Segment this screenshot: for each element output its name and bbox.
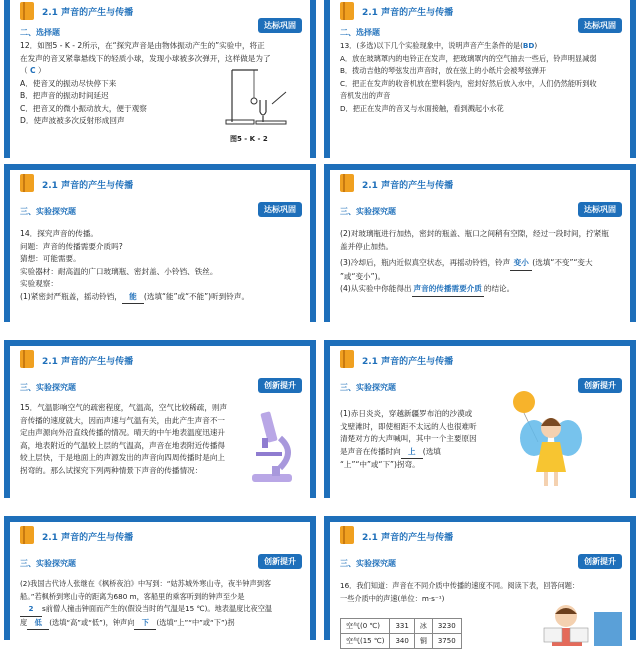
answer-blank: 变小 xyxy=(510,257,532,271)
fill-text: 拐弯。 xyxy=(396,460,420,469)
book-icon xyxy=(340,526,354,544)
question-line: 13．(多选)以下几个实验现象中，说明声音产生条件的是(BD) xyxy=(340,41,538,50)
question-text: 13．(多选)以下几个实验现象中，说明声音产生条件的是 xyxy=(340,41,521,50)
table-cell: 冰 xyxy=(414,619,432,634)
level-badge: 创新提升 xyxy=(578,554,622,569)
answer-blank: 下 xyxy=(134,617,156,631)
chapter-title: 2.1 声音的产生与传播 xyxy=(362,8,454,18)
level-badge: 达标巩固 xyxy=(258,202,302,217)
question-body xyxy=(340,408,530,472)
table-row xyxy=(341,634,462,649)
option-c-cont: 音机发出的声音 xyxy=(340,91,391,100)
table-cell: 3230 xyxy=(432,619,461,634)
fill-text: s前僧人撞击钟面而产生的(假设当时的气温是15 ℃)。地表温度比夜空温 xyxy=(42,604,273,613)
reading-boy-icon xyxy=(530,602,626,646)
book-icon xyxy=(340,350,354,368)
question-body xyxy=(340,228,620,297)
question-line: 清楚对方的大声喊叫，其中一个主要原因 xyxy=(340,434,477,443)
question-line: 戈壁滩时，即使相距不太远的人也很难听 xyxy=(340,421,477,431)
level-badge: 达标巩固 xyxy=(578,202,622,217)
slide-q14-cont[interactable] xyxy=(324,164,636,322)
question-body xyxy=(20,228,300,304)
fill-line xyxy=(340,257,620,271)
answer-blank: 低 xyxy=(27,617,49,631)
question-line: 拐弯的。那么试探究下列两种情景下声音的传播情况： xyxy=(20,465,203,475)
book-icon xyxy=(20,526,34,544)
slide-content xyxy=(10,346,310,498)
book-icon xyxy=(20,350,34,368)
table-row xyxy=(341,619,462,634)
book-icon xyxy=(20,2,34,20)
level-badge: 达标巩固 xyxy=(578,18,622,33)
option-c: C．把音叉的微小振动放大，便于观察 xyxy=(20,103,147,113)
question-line: 实验器材：耐高温的广口玻璃瓶、密封盖、小铃铛、铁丝。 xyxy=(20,266,218,276)
level-badge: 创新提升 xyxy=(258,378,302,393)
slide-q14[interactable] xyxy=(4,164,316,322)
section-title: 三、实验探究题 xyxy=(340,383,396,392)
book-icon xyxy=(20,174,34,192)
fill-line xyxy=(20,617,300,631)
fill-line xyxy=(340,283,620,297)
slide-content xyxy=(10,0,310,158)
fill-text: “上”“中”或“下”) xyxy=(340,460,397,469)
fill-text: (选填“能”或“不能”)听到铃声。 xyxy=(143,291,250,301)
fill-line xyxy=(340,459,530,472)
fill-text: (选填“高”或“低”)，钟声向 xyxy=(49,617,135,627)
question-line: 音传播的速度就大，因而声速与气温有关，由此产生声音不一 xyxy=(20,415,226,425)
answer-blank: 2 xyxy=(20,603,42,617)
answer-blank: 声音的传播需要介质 xyxy=(412,283,484,297)
table-cell: 340 xyxy=(390,634,414,649)
question-line: 盖并停止加热。 xyxy=(340,241,394,251)
slide-content xyxy=(330,0,630,158)
answer-blank: 上 xyxy=(401,446,423,460)
question-line: (1)赤日炎炎，穿越新疆罗布泊的沙漠或 xyxy=(340,409,473,418)
answer: C xyxy=(30,66,36,75)
section-title: 二、选择题 xyxy=(340,28,380,37)
sound-speed-table xyxy=(340,618,462,649)
question-line: 较上层快，于是地面上的声源发出的声音向四周传播时是向上 xyxy=(20,453,226,462)
slide-content xyxy=(330,346,630,498)
option-c: C．把正在发声的收音机放在塑料袋内，密封好然后放入水中，人们仍然能听到收 xyxy=(340,78,597,88)
slide-content xyxy=(10,522,310,640)
section-title: 二、选择题 xyxy=(20,28,60,37)
fill-text: (1)紧密封严瓶盖，摇动铃铛， xyxy=(20,291,122,301)
question-line: 12．如图5 - K - 2所示，在“探究声音是由物体振动产生的”实验中，将正 xyxy=(20,41,265,50)
microscope-icon xyxy=(242,408,302,486)
section-title: 三、实验探究题 xyxy=(20,383,76,392)
level-badge: 达标巩固 xyxy=(258,18,302,33)
chapter-title: 2.1 声音的产生与传播 xyxy=(42,533,134,543)
question-line: 在发声的音叉紧靠悬线下的轻质小球，发现小球被多次弹开，这样做是为了 xyxy=(20,53,271,63)
fill-line: ”或“变小”)。 xyxy=(340,271,386,281)
slide-q12[interactable] xyxy=(4,0,316,158)
fill-line xyxy=(20,291,300,305)
fill-text: (选填“不变”“变大 xyxy=(532,258,593,267)
question-line: (2)对玻璃瓶进行加热，密封的瓶盖、瓶口之间稍有空隙，经过一段时间，拧紧瓶 xyxy=(340,229,609,238)
question-line: 问题：声音的传播需要介质吗? xyxy=(20,241,123,251)
section-title: 三、实验探究题 xyxy=(20,207,76,216)
chapter-title: 2.1 声音的产生与传播 xyxy=(362,357,454,367)
level-badge: 创新提升 xyxy=(578,378,622,393)
table-cell: 空气(0 ℃) xyxy=(341,619,390,634)
figure-caption: 图5 - K - 2 xyxy=(230,135,268,143)
option-b: B．把声音的振动时间延迟 xyxy=(20,91,109,100)
fill-text: 是声音在传播时向 xyxy=(340,446,401,456)
fill-text: 的结论。 xyxy=(483,284,515,293)
slide-content xyxy=(10,170,310,322)
answer-blank: 能 xyxy=(122,291,144,305)
question-line: 船。”若枫桥到寒山寺的距离为680 m，客船里的乘客听到的钟声至少是 xyxy=(20,591,245,601)
slide-q15-2[interactable] xyxy=(4,516,316,640)
fill-text: (选填“上”“中”或“下”)拐 xyxy=(156,617,235,627)
option-b: B．拨动吉他的琴弦发出声音时，放在弦上的小纸片会被琴弦弹开 xyxy=(340,66,547,75)
question-line: 一些介质中的声速(单位：m·s⁻¹) xyxy=(340,593,445,603)
book-icon xyxy=(340,2,354,20)
tuning-fork-figure xyxy=(224,64,294,126)
book-icon xyxy=(340,174,354,192)
chapter-title: 2.1 声音的产生与传播 xyxy=(362,181,454,191)
question-line: 16．我们知道：声音在不同介质中传播的速度不同。阅读下表，回答问题： xyxy=(340,581,580,590)
question-line: 猜想：可能需要。 xyxy=(20,254,81,263)
question-line: (2)我国古代诗人张继在《枫桥夜泊》中写到：“姑苏城外寒山寺，夜半钟声到客 xyxy=(20,579,272,588)
question-line: 定由声源向外沿直线传播的情况。晴天的中午地表温度迅速升 xyxy=(20,428,226,437)
slide-q15-1[interactable] xyxy=(324,340,636,498)
fill-text: (3)冷却后，瓶内近似真空状态，再摇动铃铛，铃声 xyxy=(340,258,511,267)
option-d: D．使声波被多次反射形成回声 xyxy=(20,116,125,125)
question-line: 15．气温影响空气的疏密程度，气温高，空气比较稀疏，则声 xyxy=(20,403,228,412)
question-line: 实验观察： xyxy=(20,279,58,288)
option-d: D．把正在发声的音叉与水面接触，看到溅起小水花 xyxy=(340,103,504,113)
section-title: 三、实验探究题 xyxy=(340,559,396,568)
section-title: 三、实验探究题 xyxy=(340,207,396,216)
table-cell: 3750 xyxy=(432,634,461,649)
section-title: 三、实验探究题 xyxy=(20,559,76,568)
slide-q16[interactable] xyxy=(324,516,636,645)
chapter-title: 2.1 声音的产生与传播 xyxy=(42,181,134,191)
fill-text: 度 xyxy=(20,617,28,627)
slide-content xyxy=(330,170,630,322)
answer: BD xyxy=(522,41,535,50)
level-badge: 创新提升 xyxy=(258,554,302,569)
option-a: A．放在玻璃罩内的电铃正在发声，把玻璃罩内的空气抽去一些后，铃声明显减弱 xyxy=(340,53,597,63)
table-cell: 铜 xyxy=(414,634,432,649)
question-line: 高，地表附近的气温较上层的气温高，声音在地表附近传播得 xyxy=(20,440,226,450)
slide-q13[interactable] xyxy=(324,0,636,158)
table-cell: 331 xyxy=(390,619,414,634)
fill-text: (选填 xyxy=(422,446,441,456)
question-body xyxy=(340,40,620,115)
chapter-title: 2.1 声音的产生与传播 xyxy=(42,8,134,18)
fill-line xyxy=(20,603,300,617)
question-body xyxy=(20,578,300,630)
fill-text: (4)从实验中你能得出 xyxy=(340,284,412,293)
option-a: A．使音叉的振动尽快停下来 xyxy=(20,78,117,88)
chapter-title: 2.1 声音的产生与传播 xyxy=(362,533,454,543)
slide-content xyxy=(330,522,630,645)
answer-line: （ C ） xyxy=(20,66,46,75)
table-cell: 空气(15 ℃) xyxy=(341,634,390,649)
chapter-title: 2.1 声音的产生与传播 xyxy=(42,357,134,367)
slide-q15[interactable] xyxy=(4,340,316,498)
question-line: 14．探究声音的传播。 xyxy=(20,229,99,238)
question-body xyxy=(20,402,238,477)
fill-line xyxy=(340,446,530,460)
